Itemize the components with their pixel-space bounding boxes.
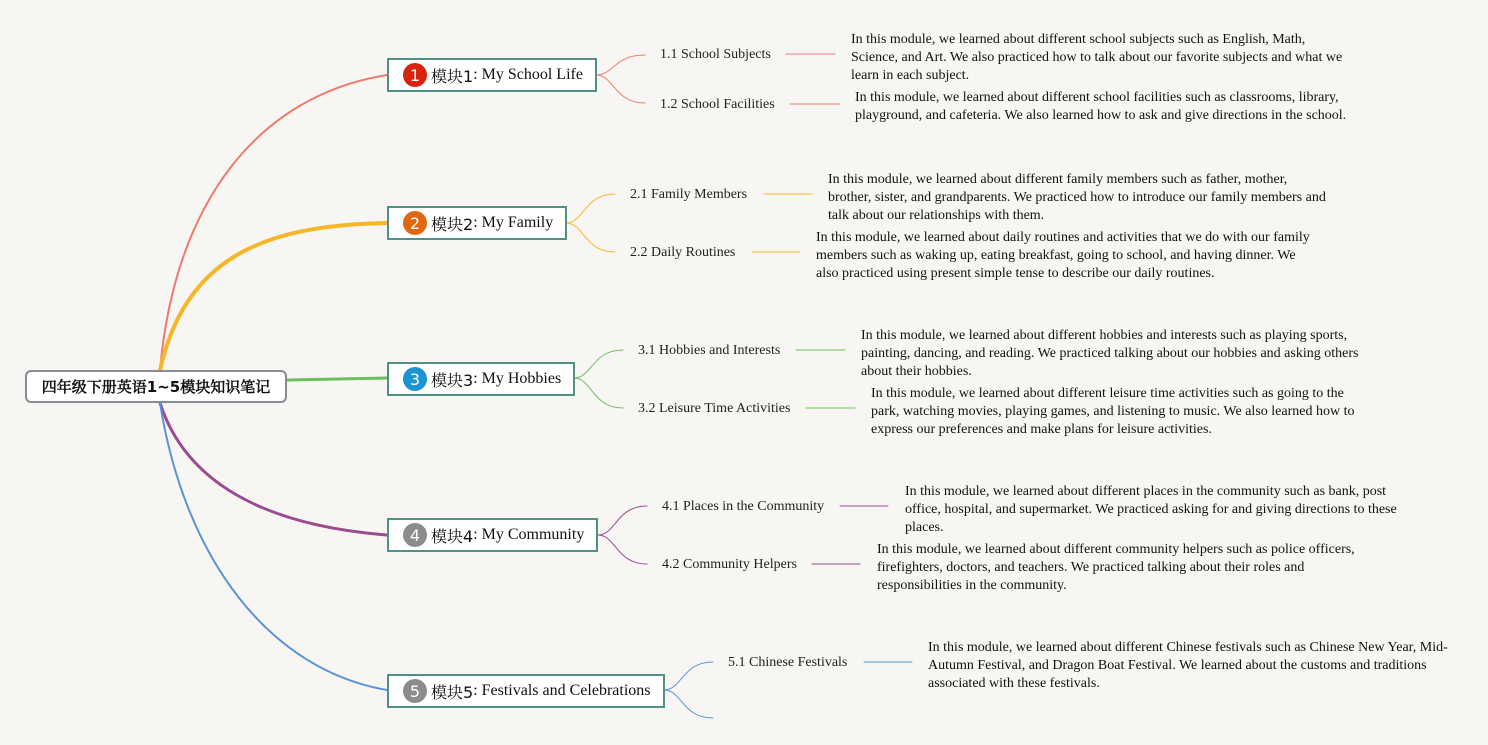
- topic-5-1[interactable]: 5.1 Chinese Festivals: [728, 655, 848, 670]
- fork-line-2-2: [566, 223, 615, 252]
- description-4-2[interactable]: In this module, we learned about different community helpers such as police officers, firefighters, doctors, and teachers. We practiced talking about their roles and responsibilities in the community.: [877, 542, 1355, 593]
- number-badge-icon: 2: [403, 211, 427, 235]
- topic-2-1[interactable]: 2.1 Family Members: [630, 187, 748, 202]
- description-1-1[interactable]: In this module, we learned about different school subjects such as English, Math, Science, and Art. We also practiced how to talk about our favorite subjects and what we learn in each subject.: [851, 32, 1343, 83]
- fork-line-2-1: [566, 194, 615, 223]
- root-node[interactable]: [25, 370, 287, 403]
- number-badge-icon: 1: [403, 63, 427, 87]
- module-title: : Festivals and Celebrations: [473, 682, 651, 699]
- description-2-1[interactable]: In this module, we learned about different family members such as father, mother, brother, sister, and grandparents. We practiced how to introduce our family members and talk about our relationships with them.: [828, 172, 1326, 223]
- module-title: : My Family: [473, 214, 554, 231]
- root-title: 四年级下册英语1~5模块知识笔记: [41, 378, 271, 396]
- topic-4-1[interactable]: 4.1 Places in the Community: [662, 499, 825, 514]
- branch-line-3: [288, 378, 387, 380]
- module-title: : My Hobbies: [473, 370, 562, 387]
- topic-4-2[interactable]: 4.2 Community Helpers: [662, 557, 797, 572]
- module-title: : My Community: [473, 526, 585, 543]
- description-3-1[interactable]: In this module, we learned about different hobbies and interests such as playing sports, painting, dancing, and reading. We practiced talking about our hobbies and asking others about their hobbies.: [861, 328, 1359, 379]
- module-prefix: 模块1: [431, 66, 474, 86]
- fork-line-4-1: [598, 506, 647, 535]
- topic-1-2[interactable]: 1.2 School Facilities: [660, 97, 775, 112]
- module-prefix: 模块4: [431, 526, 474, 546]
- fork-line-1-1: [596, 55, 645, 75]
- description-4-1[interactable]: In this module, we learned about different places in the community such as bank, post office, hospital, and supermarket. We practiced asking for and giving directions to these places.: [905, 484, 1397, 535]
- module-node-3[interactable]: [387, 362, 575, 396]
- module-prefix: 模块5: [431, 682, 474, 702]
- module-prefix: 模块2: [431, 214, 474, 234]
- fork-line-1-2: [596, 75, 645, 103]
- module-node-2[interactable]: [387, 206, 567, 240]
- fork-line-3-1: [574, 350, 623, 378]
- fork-line-5-2: [664, 690, 713, 718]
- topic-3-1[interactable]: 3.1 Hobbies and Interests: [638, 343, 781, 358]
- branch-line-4: [160, 403, 387, 535]
- module-node-1[interactable]: [387, 58, 597, 92]
- topic-3-2[interactable]: 3.2 Leisure Time Activities: [638, 401, 791, 416]
- branch-line-5: [160, 403, 387, 690]
- fork-line-4-2: [598, 535, 647, 564]
- module-title: : My School Life: [473, 66, 583, 83]
- description-5-1[interactable]: In this module, we learned about different Chinese festivals such as Chinese New Year, Mid-Autumn Festival, and Dragon Boat Festival. We learned about the customs and traditions associated with these festivals.: [928, 640, 1448, 691]
- branch-line-1: [160, 75, 387, 370]
- number-badge-icon: 5: [403, 679, 427, 703]
- branch-line-2: [160, 223, 387, 370]
- description-1-2[interactable]: In this module, we learned about different school facilities such as classrooms, library, playground, and cafeteria. We also learned how to ask and give directions in the school.: [855, 90, 1347, 123]
- module-prefix: 模块3: [431, 370, 474, 390]
- module-node-5[interactable]: [387, 674, 665, 708]
- description-3-2[interactable]: In this module, we learned about different leisure time activities such as going to the park, watching movies, playing games, and listening to music. We also learned how to express our preferences and make plans for leisure activities.: [871, 386, 1355, 437]
- description-2-2[interactable]: In this module, we learned about daily routines and activities that we do with our family members such as waking up, eating breakfast, going to school, and having dinner. We also practiced using present simple tense to describe our daily routines.: [816, 230, 1310, 281]
- module-node-4[interactable]: [387, 518, 598, 552]
- fork-line-3-2: [574, 378, 623, 408]
- topic-1-1[interactable]: 1.1 School Subjects: [660, 47, 771, 62]
- number-badge-icon: 4: [403, 523, 427, 547]
- number-badge-icon: 3: [403, 367, 427, 391]
- fork-line-5-1: [664, 662, 713, 690]
- topic-2-2[interactable]: 2.2 Daily Routines: [630, 245, 736, 260]
